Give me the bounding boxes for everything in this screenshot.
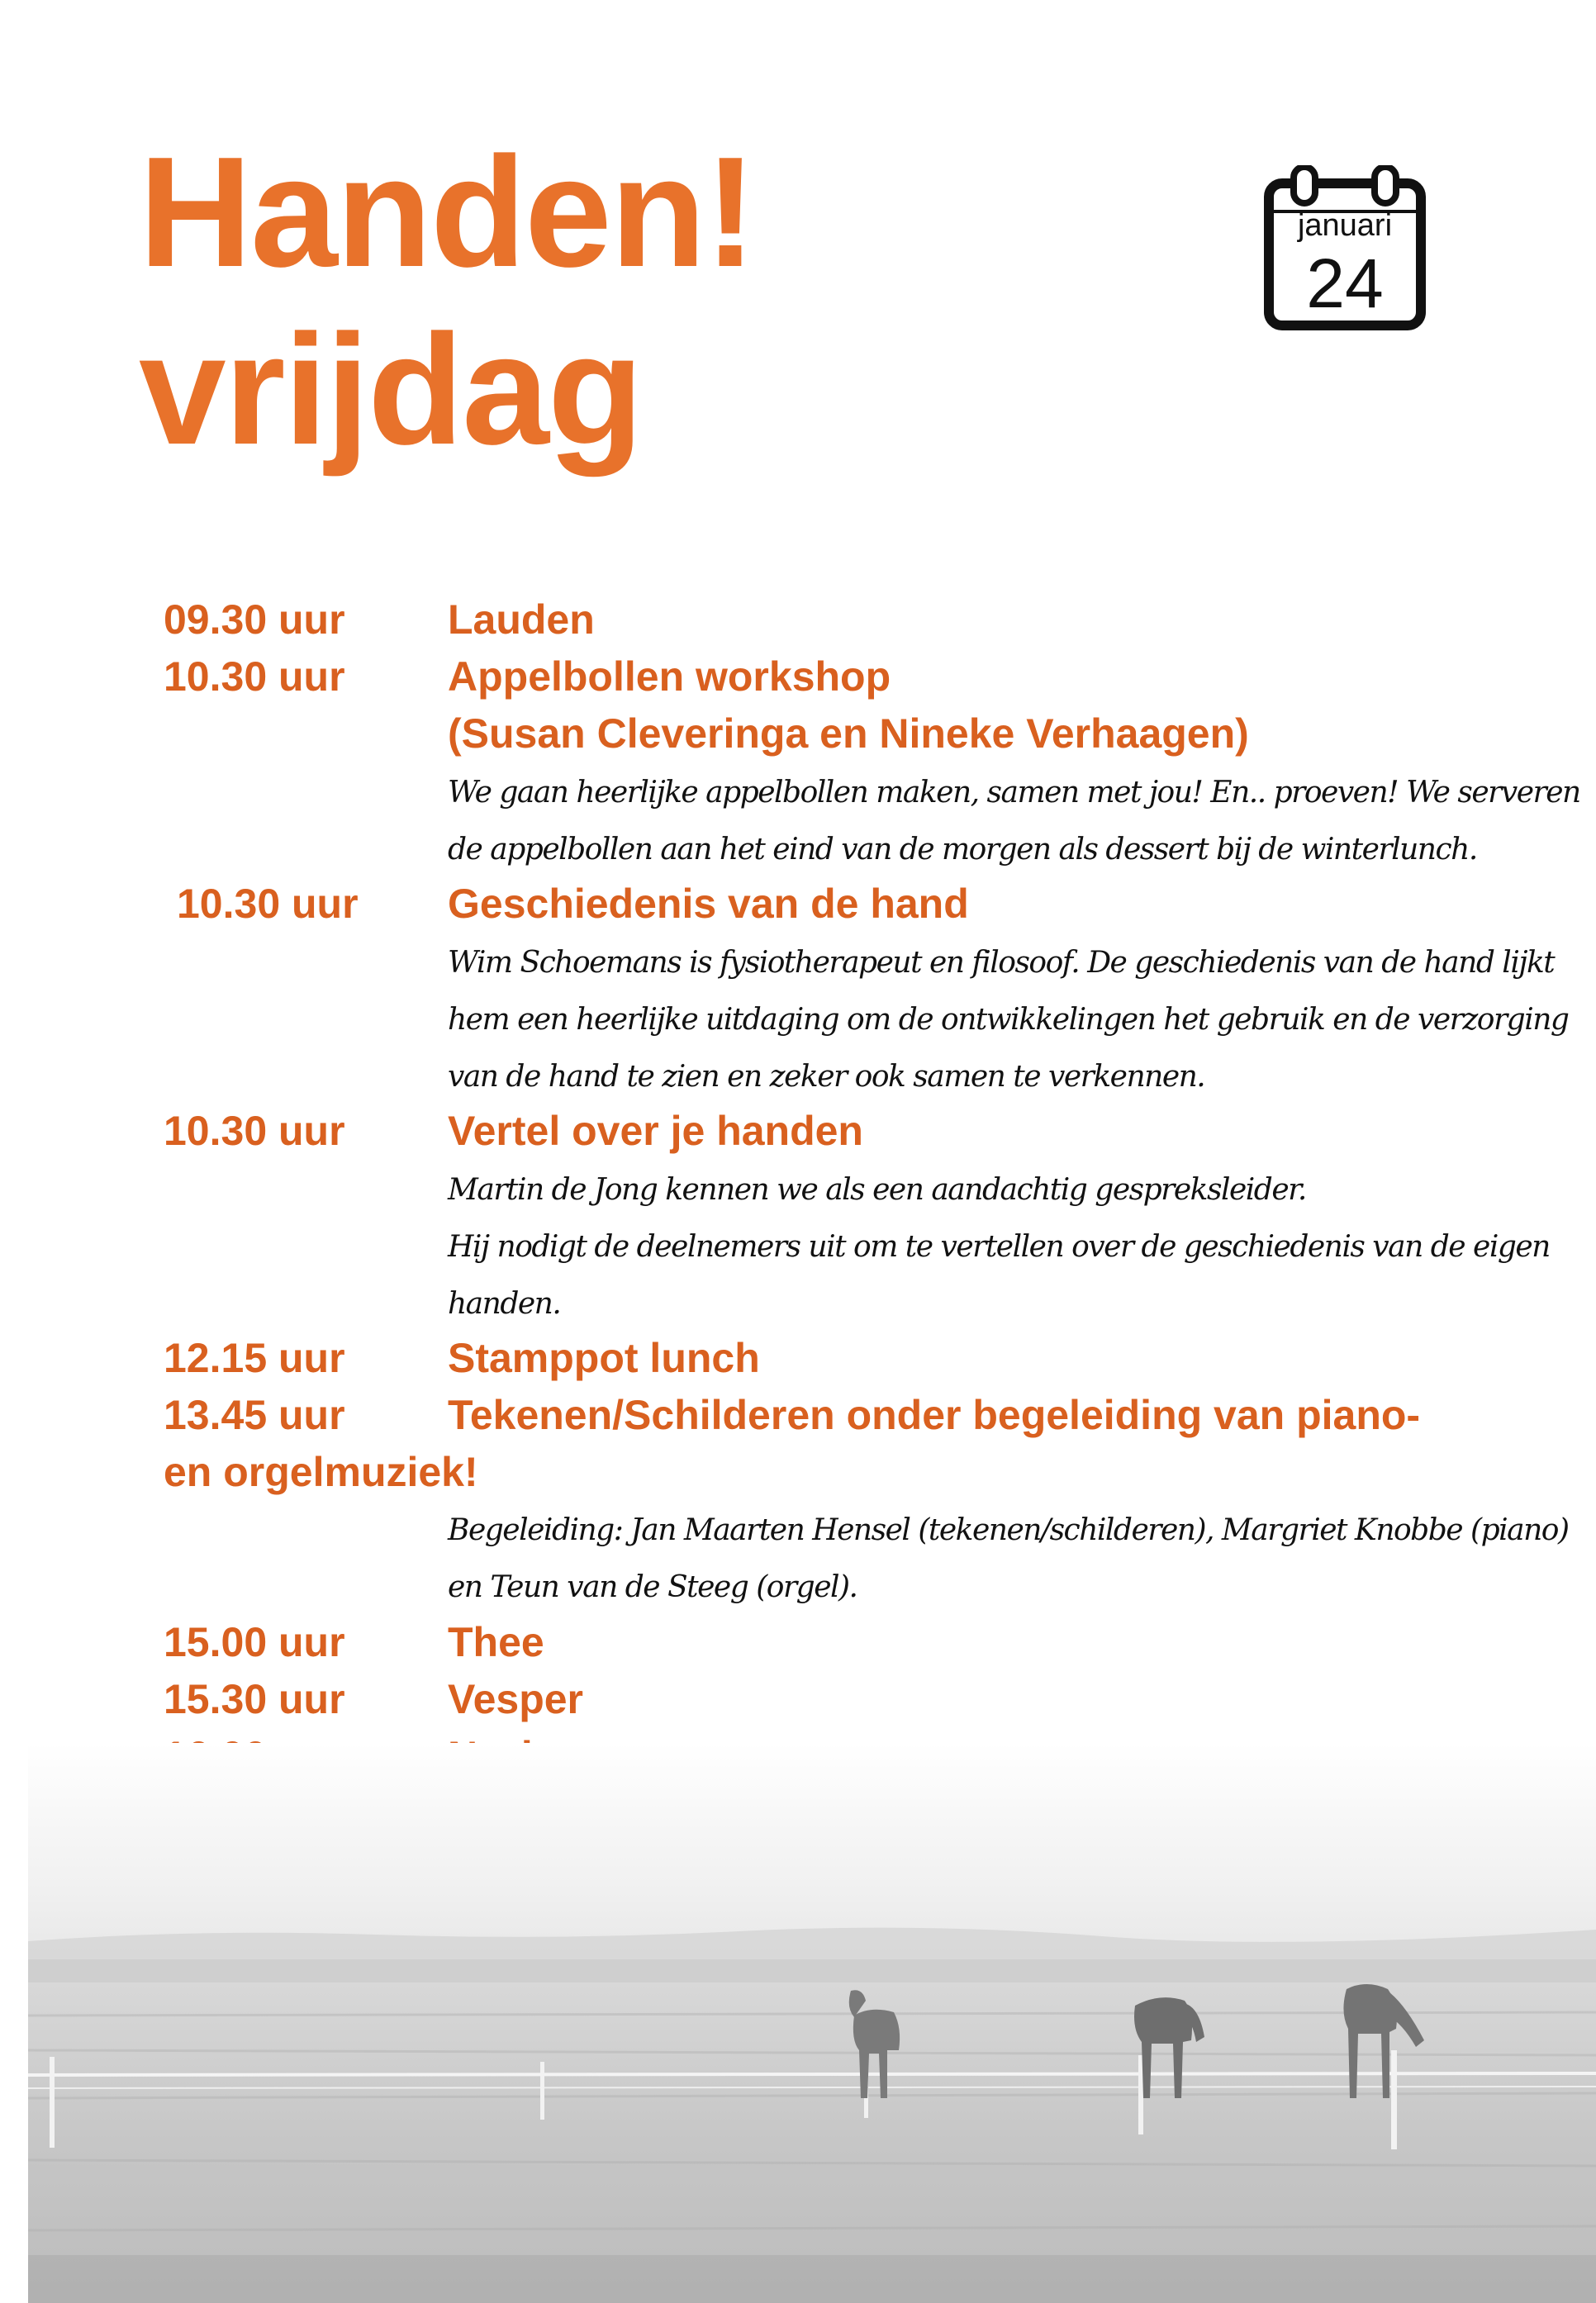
program-description-line: de appelbollen aan het eind van de morgen als dessert bij de winterlunch. bbox=[448, 833, 1477, 867]
calendar-day: 24 bbox=[1306, 245, 1384, 322]
program-title: Tekenen/Schilderen onder begeleiding van piano- bbox=[448, 1392, 1421, 1438]
program-title: Thee bbox=[448, 1619, 544, 1665]
program-description-line: We gaan heerlijke appelbollen maken, samen met jou! En.. proeven! We serveren bbox=[448, 776, 1580, 810]
program-description-line: Hij nodigt de deelnemers uit om te vertellen over de geschiedenis van de eigen bbox=[448, 1230, 1550, 1264]
program-description-line: Martin de Jong kennen we als een aandachtig gespreksleider. bbox=[448, 1173, 1306, 1207]
program-title: Vertel over je handen bbox=[448, 1108, 863, 1154]
program-title: Stamppot lunch bbox=[448, 1335, 760, 1381]
landscape-horses-image bbox=[28, 1743, 1596, 2303]
program-time: 15.00 uur bbox=[164, 1619, 345, 1665]
program-time: 13.45 uur bbox=[164, 1392, 345, 1438]
calendar-icon bbox=[1264, 165, 1426, 330]
program-description-line: en Teun van de Steeg (orgel). bbox=[448, 1570, 857, 1604]
program-title: Appelbollen workshop bbox=[448, 653, 891, 700]
page-title bbox=[139, 124, 755, 479]
program-description-line: hem een heerlijke uitdaging om de ontwikkelingen het gebruik en de verzorging bbox=[448, 1003, 1569, 1037]
program-description-line: handen. bbox=[448, 1287, 561, 1321]
program-time: 09.30 uur bbox=[164, 596, 345, 643]
title-line-1: Handen! bbox=[139, 125, 755, 300]
program-time: 12.15 uur bbox=[164, 1335, 345, 1381]
program-time: 10.30 uur bbox=[164, 1108, 345, 1154]
calendar-month: januari bbox=[1297, 208, 1393, 243]
program-description-line: Begeleiding: Jan Maarten Hensel (tekenen/schilderen), Margriet Knobbe (piano) bbox=[448, 1513, 1569, 1547]
title-line-2: vrijdag bbox=[139, 302, 642, 477]
program-time: 15.30 uur bbox=[164, 1676, 345, 1722]
program-title: Geschiedenis van de hand bbox=[448, 881, 969, 927]
program-subtitle: (Susan Cleveringa en Nineke Verhaagen) bbox=[448, 710, 1249, 757]
program-title: Lauden bbox=[448, 596, 595, 643]
program-description-line: Wim Schoemans is fysiotherapeut en filosoof. De geschiedenis van de hand lijkt bbox=[448, 946, 1555, 980]
program-description-line: van de hand te zien en zeker ook samen te verkennen. bbox=[448, 1060, 1205, 1094]
program-time: 10.30 uur bbox=[164, 653, 345, 700]
program-title: Vesper bbox=[448, 1676, 584, 1722]
program-title-wrap: en orgelmuziek! bbox=[164, 1449, 478, 1495]
program-time: 10.30 uur bbox=[177, 881, 359, 927]
